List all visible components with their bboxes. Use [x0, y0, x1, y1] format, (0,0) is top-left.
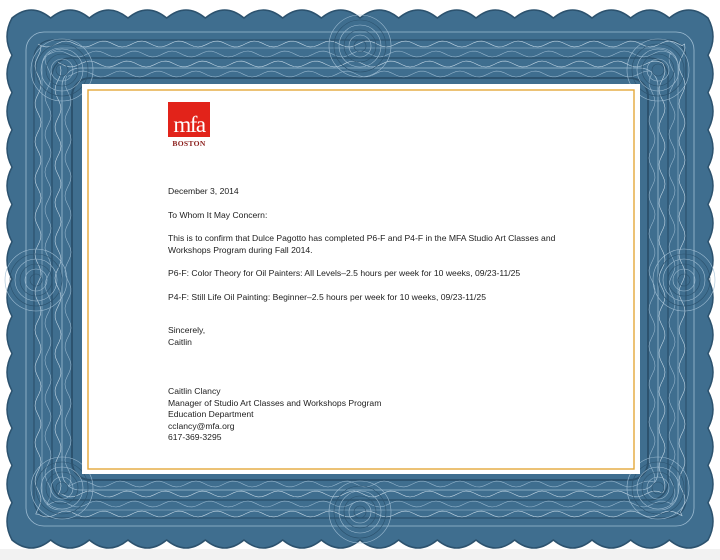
signer-title: Manager of Studio Art Classes and Workshops Program	[168, 397, 382, 408]
page-bottom-strip	[0, 549, 720, 560]
logo-city: BOSTON	[172, 139, 206, 148]
letter-paragraph	[168, 233, 608, 256]
mfa-boston-logo	[168, 102, 210, 148]
logo-red-box	[168, 102, 210, 137]
course-line-p6f: P6-F: Color Theory for Oil Painters: All Levels–2.5 hours per week for 10 weeks, 09/23-11/25	[168, 268, 521, 278]
signer-department: Education Department	[168, 409, 254, 419]
signer-phone: 617-369-3295	[168, 432, 222, 442]
signature-name: Caitlin	[168, 336, 192, 347]
signer-email: cclancy@mfa.org	[168, 420, 235, 431]
course-line-p4f: P4-F: Still Life Oil Painting: Beginner–2.5 hours per week for 10 weeks, 09/23-11/25	[168, 291, 486, 302]
letter-date: December 3, 2014	[168, 186, 239, 196]
signer-name: Caitlin Clancy	[168, 386, 221, 396]
letter-body	[168, 186, 608, 444]
signer-details	[168, 386, 608, 444]
closing-block	[168, 325, 608, 348]
letter-paragraph-line-2: Workshops Program during Fall 2014.	[168, 244, 313, 255]
letter-salutation: To Whom It May Concern:	[168, 209, 268, 220]
closing: Sincerely,	[168, 325, 206, 335]
logo-mark: mfa	[173, 112, 205, 137]
letter-paragraph-line-1: This is to confirm that Dulce Pagotto has completed P6-F and P4-F in the MFA Studio Art Classes and	[168, 233, 556, 243]
